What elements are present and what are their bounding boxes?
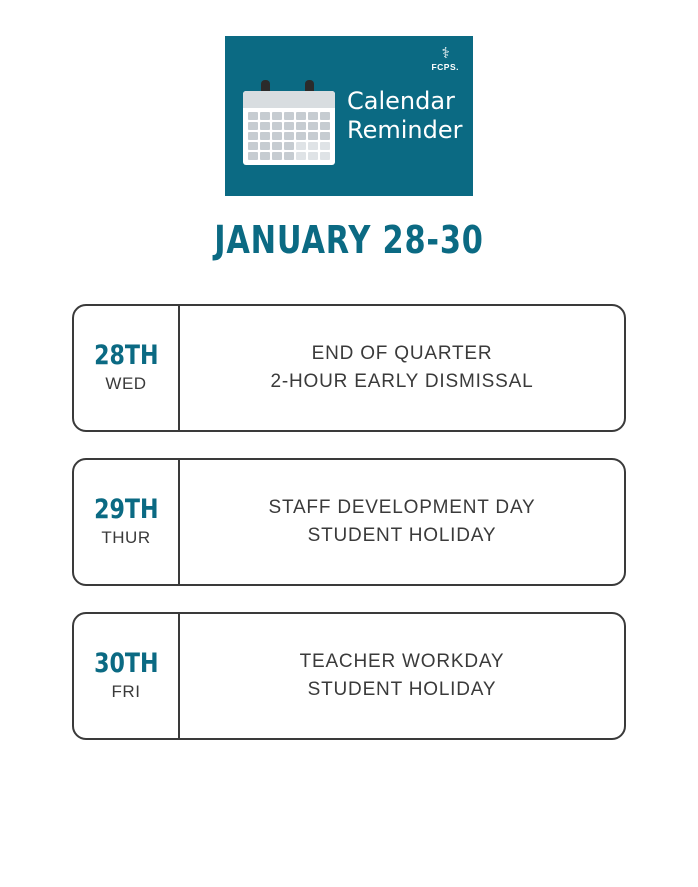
calendar-day-cell: [284, 112, 294, 120]
date-range-heading: JANUARY 28-30: [214, 218, 484, 262]
calendar-day-cell: [248, 122, 258, 130]
calendar-day-cell: [284, 132, 294, 140]
event-detail-line: STUDENT HOLIDAY: [307, 679, 497, 700]
event-day-name: WED: [105, 373, 147, 393]
event-details: [180, 306, 624, 430]
calendar-day-cell: [296, 132, 306, 140]
calendar-day-cell: [260, 132, 270, 140]
calendar-day-cell: [308, 142, 318, 150]
calendar-day-cell: [260, 112, 270, 120]
calendar-day-grid: [243, 108, 335, 164]
calendar-reminder-banner: [225, 36, 473, 196]
calendar-day-cell: [296, 112, 306, 120]
event-day-name: THUR: [101, 527, 151, 547]
calendar-icon: [243, 80, 335, 166]
banner-title-line1: Calendar: [347, 87, 455, 116]
event-detail-line: END OF QUARTER: [311, 342, 493, 364]
event-date-block: [74, 614, 180, 738]
event-detail-line: 2-HOUR EARLY DISMISSAL: [270, 371, 534, 392]
calendar-day-cell: [320, 142, 330, 150]
calendar-day-cell: [284, 152, 294, 160]
calendar-day-cell: [272, 152, 282, 160]
calendar-day-cell: [248, 142, 258, 150]
event-detail-line: TEACHER WORKDAY: [299, 650, 505, 672]
calendar-body: [243, 91, 335, 165]
calendar-day-cell: [260, 142, 270, 150]
fcps-logo: [431, 46, 459, 72]
calendar-day-cell: [320, 122, 330, 130]
banner-title: [347, 87, 463, 145]
event-day-number: 28TH: [93, 340, 159, 372]
calendar-day-cell: [272, 112, 282, 120]
calendar-day-cell: [320, 152, 330, 160]
banner-title-line2: Reminder: [347, 116, 463, 144]
calendar-day-cell: [248, 112, 258, 120]
event-card: [72, 458, 626, 586]
calendar-day-cell: [284, 142, 294, 150]
calendar-day-cell: [308, 122, 318, 130]
calendar-day-cell: [320, 112, 330, 120]
banner-container: [0, 0, 698, 196]
calendar-day-cell: [260, 122, 270, 130]
fcps-logo-text: FCPS.: [431, 62, 459, 72]
calendar-day-cell: [320, 132, 330, 140]
calendar-day-cell: [248, 152, 258, 160]
calendar-day-cell: [248, 132, 258, 140]
calendar-day-cell: [296, 122, 306, 130]
event-details: [180, 460, 624, 584]
event-detail-line: STAFF DEVELOPMENT DAY: [268, 496, 536, 518]
event-details: [180, 614, 624, 738]
event-date-block: [74, 306, 180, 430]
calendar-day-cell: [272, 132, 282, 140]
event-date-block: [74, 460, 180, 584]
calendar-day-cell: [260, 152, 270, 160]
calendar-day-cell: [296, 142, 306, 150]
calendar-day-cell: [272, 142, 282, 150]
calendar-day-cell: [308, 112, 318, 120]
fcps-logo-mark: ⚕: [441, 45, 449, 62]
event-card: [72, 304, 626, 432]
event-day-number: 30TH: [93, 648, 159, 680]
event-detail-line: STUDENT HOLIDAY: [307, 525, 497, 546]
event-card-list: [0, 304, 698, 740]
event-day-number: 29TH: [93, 494, 159, 526]
calendar-header-bar: [243, 91, 335, 108]
event-card: [72, 612, 626, 740]
calendar-day-cell: [296, 152, 306, 160]
event-day-name: FRI: [111, 681, 141, 701]
calendar-day-cell: [284, 122, 294, 130]
calendar-day-cell: [308, 152, 318, 160]
calendar-day-cell: [272, 122, 282, 130]
calendar-day-cell: [308, 132, 318, 140]
